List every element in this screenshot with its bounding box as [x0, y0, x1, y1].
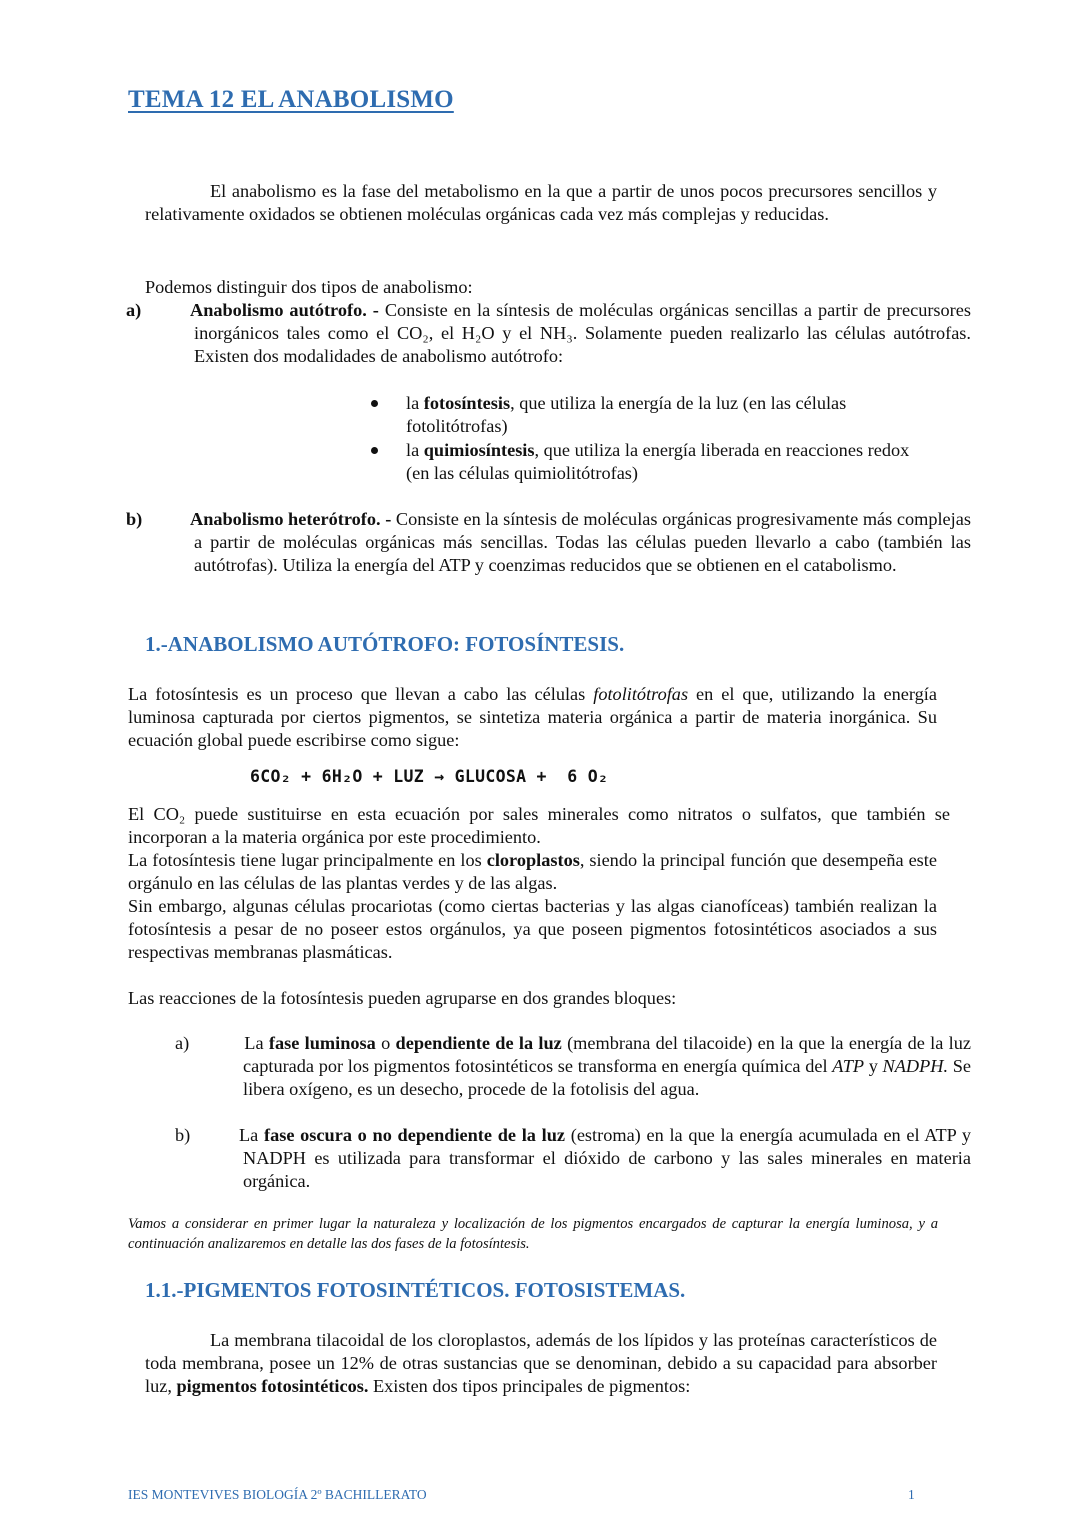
- phase-a-label: a): [175, 1033, 190, 1053]
- phase-b-t2: (estroma) en la que la energía acumulada en el ATP y NADPH es utilizada para transformar el dióxido de carbono y las sales minerales en materia orgánica.: [243, 1125, 971, 1191]
- s1-p3-term: cloroplastos: [486, 850, 580, 870]
- phase-b-t1: La: [239, 1125, 264, 1145]
- bullet-1-term: fotosíntesis: [423, 393, 511, 413]
- s11-p1-a: La membrana tilacoidal de los cloroplastos, además de los lípidos y las proteínas característicos de toda membrana, posee un 12% de otras sustancias que se denominan, debido a su capacidad para absorber luz,: [145, 1330, 937, 1396]
- section-1-paragraph-3: [128, 849, 937, 895]
- phase-a-t4: y: [864, 1056, 883, 1076]
- type-b-term: Anabolismo heterótrofo. -: [190, 509, 392, 529]
- s1-p3-a: La fotosíntesis tiene lugar principalmente en los: [128, 850, 487, 870]
- bullet-2-pre: la: [406, 440, 424, 460]
- bullet-dot-icon: [371, 400, 378, 407]
- type-b-paragraph: [126, 508, 971, 577]
- bullet-chemosynthesis: [406, 439, 926, 485]
- phase-a-t2: o: [375, 1033, 396, 1053]
- phase-a-em2: NADPH.: [882, 1056, 949, 1076]
- bullet-1-text: , que utiliza la energía de la luz (en las células fotolitótrofas): [406, 393, 847, 436]
- type-a-label: a): [126, 300, 142, 320]
- types-intro: Podemos distinguir dos tipos de anabolismo:: [145, 277, 473, 297]
- phase-b-paragraph: [175, 1124, 971, 1193]
- footer-school: IES MONTEVIVES BIOLOGÍA 2º BACHILLERATO: [128, 1487, 427, 1502]
- phase-a-term2: dependiente de la luz: [395, 1033, 562, 1053]
- page-title: TEMA 12 EL ANABOLISMO: [128, 86, 454, 113]
- phase-b-label: b): [175, 1125, 191, 1145]
- section-1-paragraph-5: Las reacciones de la fotosíntesis pueden agruparse en dos grandes bloques:: [128, 988, 677, 1008]
- section-1-1-paragraph-1: [145, 1329, 937, 1398]
- photosynthesis-equation: 6CO₂ + 6H₂O + LUZ → GLUCOSA + 6 O₂: [250, 767, 609, 786]
- italic-note: Vamos a considerar en primer lugar la naturaleza y localización de los pigmentos encargados de capturar la energía luminosa, y a continuación analizaremos en detalle las dos fases de la fotosíntesis.: [128, 1216, 938, 1252]
- type-a-term: Anabolismo autótrofo. -: [190, 300, 379, 320]
- intro-paragraph: El anabolismo es la fase del metabolismo en la que a partir de unos pocos precursores sencillos y relativamente oxidados se obtienen moléculas orgánicas cada vez más complejas y reducidas.: [145, 181, 937, 224]
- s11-p1-term: pigmentos fotosintéticos.: [176, 1376, 369, 1396]
- s1-p1-a: La fotosíntesis es un proceso que llevan a cabo las células: [128, 684, 594, 704]
- section-1-paragraph-1: [128, 683, 937, 752]
- phase-a-t1: La: [239, 1033, 269, 1053]
- type-b-text: Consiste en la síntesis de moléculas orgánicas progresivamente más complejas a partir de moléculas orgánicas más sencillas. Todas las células pueden llevarlo a cabo (también las autótrofas). Utiliza la energía del ATP y coenzimas reducidos que se obtienen en el catabolismo.: [194, 509, 971, 575]
- section-1-1-heading: 1.1.-PIGMENTOS FOTOSINTÉTICOS. FOTOSISTEMAS.: [145, 1278, 686, 1302]
- bullet-2-text: , que utiliza la energía liberada en reacciones redox (en las células quimiolitótrofas): [406, 440, 910, 483]
- type-a-text: Consiste en la síntesis de moléculas orgánicas sencillas a partir de precursores inorgánicos tales como el CO₂, el H₂O y el NH₃. Solamente pueden realizarlo las células autótrofas. Existen dos modalidades de anabolismo autótrofo:: [194, 300, 971, 366]
- phase-b-term: fase oscura o no dependiente de la luz: [264, 1125, 566, 1145]
- phase-a-em1: ATP: [832, 1056, 865, 1076]
- s1-p1-b: en el que, utilizando la energía luminosa capturada por ciertos pigmentos, se sintetiza materia orgánica a partir de materia inorgánica. Su ecuación global puede escribirse como sigue:: [128, 684, 937, 750]
- section-1-paragraph-4: Sin embargo, algunas células procariotas (como ciertas bacterias y las algas cianofíceas) también realizan la fotosíntesis a pesar de no poseer estos orgánulos, ya que poseen pigmentos fotosintéticos asociados a sus respectivas membranas plasmáticas.: [128, 896, 937, 962]
- phase-a-t3: (membrana del tilacoide) en la que la energía de la luz capturada por los pigmentos fotosintéticos se transforma en energía química del: [243, 1033, 971, 1076]
- bullet-photosynthesis: [406, 392, 926, 438]
- s1-p1-em: fotolitótrofas: [593, 684, 689, 704]
- s1-p3-b: , siendo la principal función que desempeña este orgánulo en las células de las plantas verdes y de las algas.: [128, 850, 937, 893]
- bullet-dot-icon: [371, 447, 378, 454]
- bullet-2-term: quimiosíntesis: [423, 440, 535, 460]
- type-b-label: b): [126, 509, 143, 529]
- bullet-1-pre: la: [406, 393, 424, 413]
- section-1-paragraph-2: El CO₂ puede sustituirse en esta ecuación por sales minerales como nitratos o sulfatos, que también se incorporan a la materia orgánica por este procedimiento.: [128, 804, 950, 847]
- phase-a-paragraph: [175, 1032, 972, 1101]
- section-1-heading: 1.-ANABOLISMO AUTÓTROFO: FOTOSÍNTESIS.: [145, 632, 625, 656]
- s11-p1-b: Existen dos tipos principales de pigmentos:: [368, 1376, 691, 1396]
- footer-page-number: 1: [908, 1487, 915, 1502]
- type-a-paragraph: [126, 299, 971, 368]
- phase-a-t5: Se libera oxígeno, es un desecho, procede de la fotolisis del agua.: [243, 1056, 972, 1099]
- phase-a-term1: fase luminosa: [268, 1033, 376, 1053]
